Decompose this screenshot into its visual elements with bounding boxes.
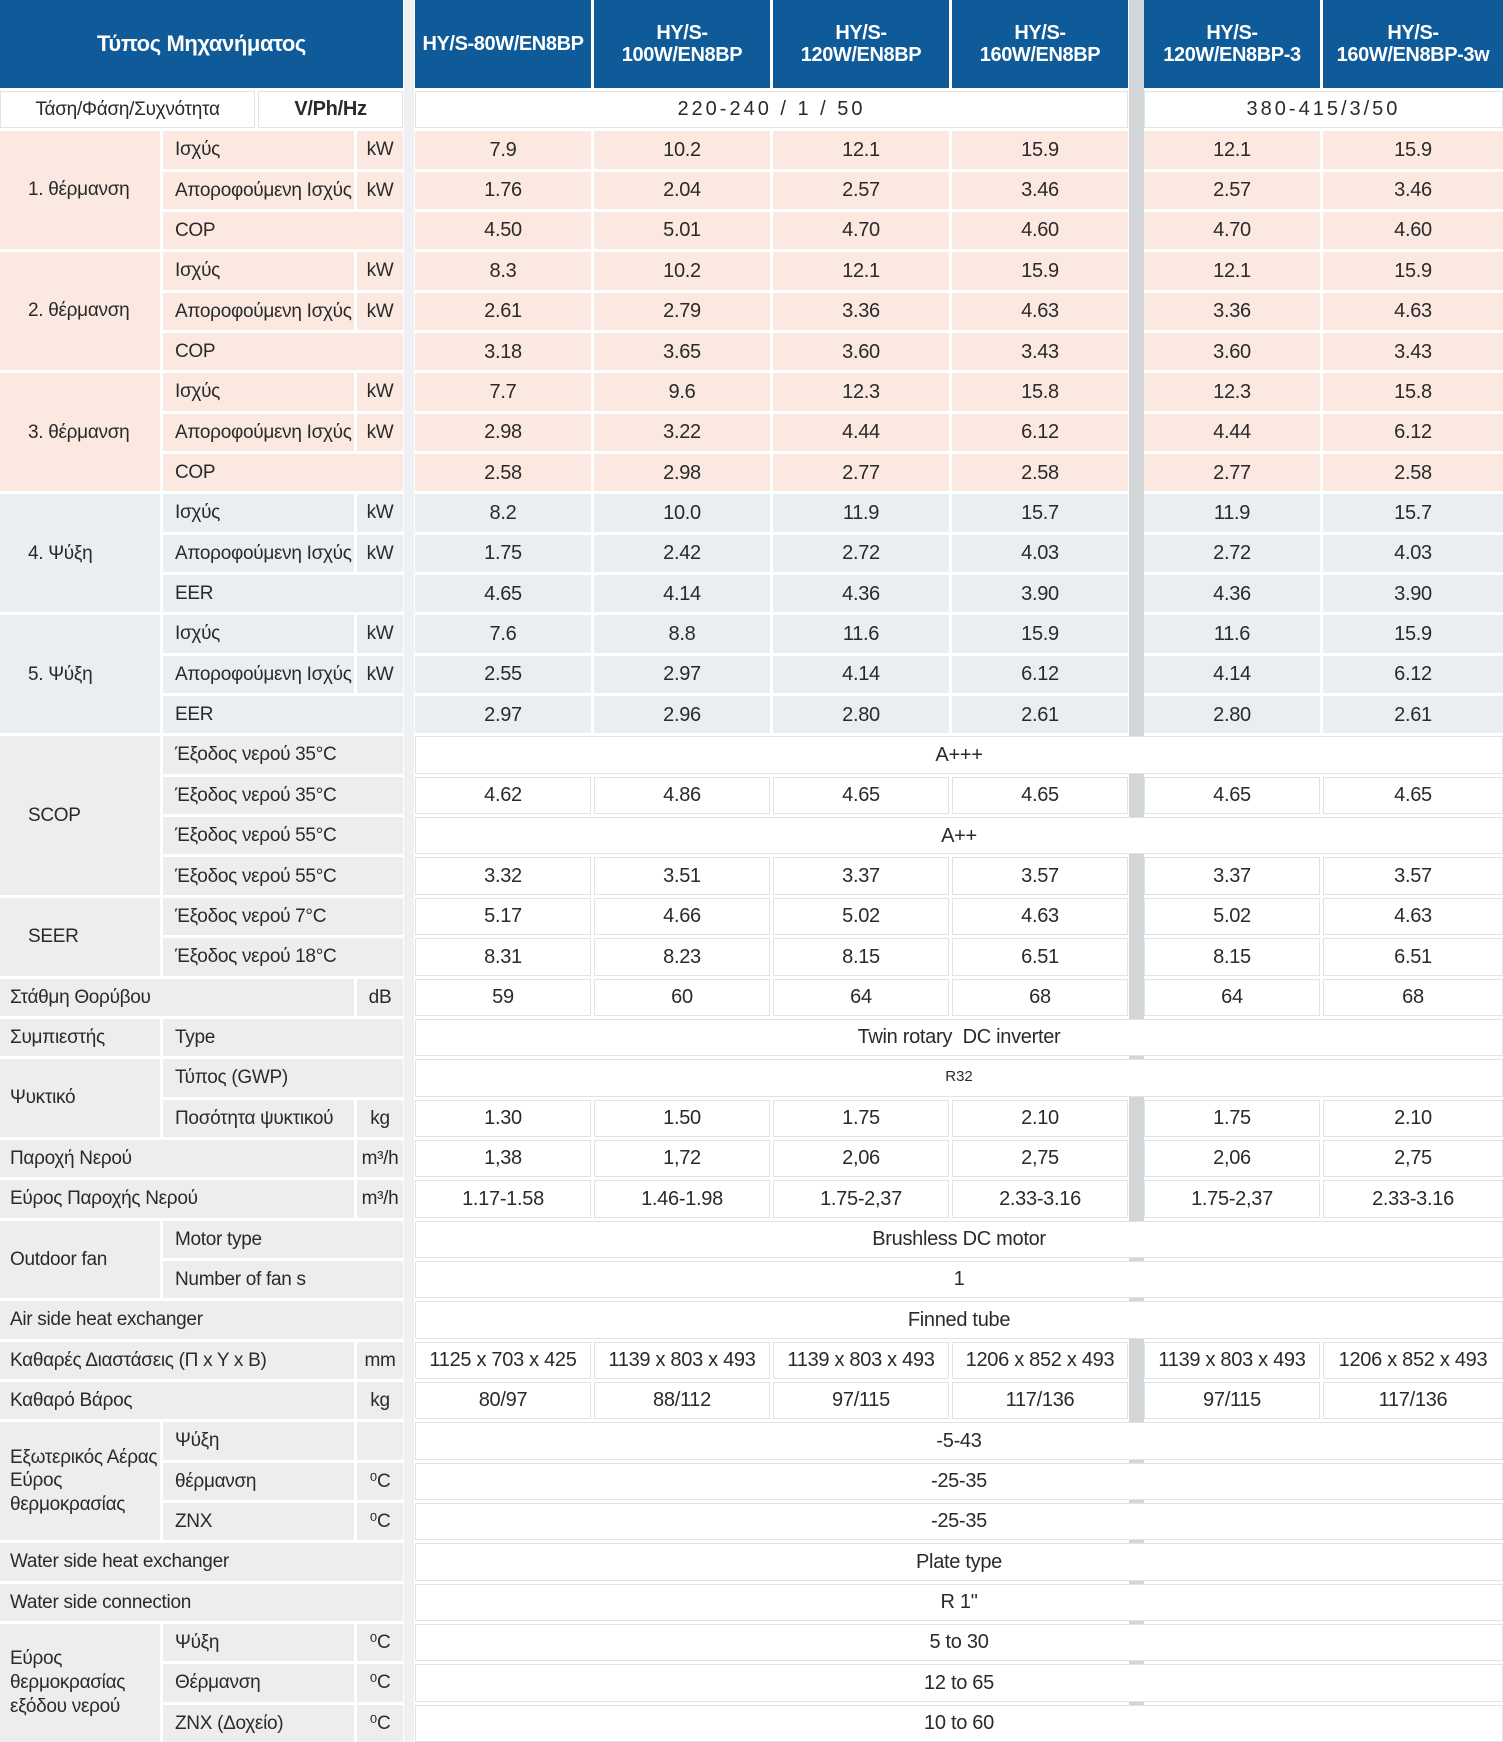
value-cell: 4.65: [415, 575, 591, 612]
value-cell: 2.55: [415, 656, 591, 693]
value-cell: 1.75: [1144, 1100, 1320, 1137]
value-cell: 3.43: [1323, 333, 1503, 370]
param-label: Ισχύς: [163, 252, 354, 289]
span-value-cell: 12 to 65: [415, 1664, 1503, 1701]
value-cell: 3.51: [594, 857, 770, 894]
unit-label: kg: [357, 1382, 403, 1419]
row-label: Στάθμη Θορύβου: [0, 979, 354, 1016]
value-cell: 3.57: [1323, 857, 1503, 894]
value-cell: 4.63: [952, 898, 1128, 935]
value-cell: 4.60: [1323, 212, 1503, 249]
value-cell: 1139 x 803 x 493: [1144, 1342, 1320, 1379]
value-cell: 2.61: [415, 293, 591, 330]
unit-label: kg: [357, 1100, 403, 1137]
param-label: Τύπος (GWP): [163, 1059, 403, 1096]
value-cell: 2.77: [773, 454, 949, 491]
value-cell: 2,75: [952, 1140, 1128, 1177]
value-cell: 2.98: [594, 454, 770, 491]
model-header: HY/S-160W/EN8BP: [952, 0, 1128, 88]
value-cell: 5.01: [594, 212, 770, 249]
value-cell: 1139 x 803 x 493: [773, 1342, 949, 1379]
unit-label: ⁰C: [357, 1624, 403, 1661]
value-cell: 12.1: [1144, 252, 1320, 289]
value-cell: 2.57: [773, 172, 949, 209]
value-cell: 1125 x 703 x 425: [415, 1342, 591, 1379]
value-cell: 2.98: [415, 414, 591, 451]
value-cell: 68: [952, 979, 1128, 1016]
value-cell: 3.18: [415, 333, 591, 370]
value-cell: 1.75: [415, 535, 591, 572]
value-cell: 4.03: [952, 535, 1128, 572]
param-label: Έξοδος νερού 35°C: [163, 777, 403, 814]
value-cell: 7.7: [415, 373, 591, 410]
group-label: 5. Ψύξη: [0, 615, 160, 733]
param-label: ZNX (Δοχείο): [163, 1705, 354, 1742]
value-cell: 2.33-3.16: [952, 1180, 1128, 1217]
value-cell: 2.42: [594, 535, 770, 572]
param-label: COP: [163, 333, 403, 370]
value-cell: 1139 x 803 x 493: [594, 1342, 770, 1379]
value-cell: 1.75-2,37: [773, 1180, 949, 1217]
group-label: Outdoor fan: [0, 1221, 160, 1299]
value-cell: 3.60: [773, 333, 949, 370]
value-cell: 6.12: [952, 656, 1128, 693]
span-value-cell: Twin rotary DC inverter: [415, 1019, 1503, 1056]
value-cell: 3.90: [1323, 575, 1503, 612]
value-cell: 3.46: [1323, 172, 1503, 209]
model-header: HY/S-120W/EN8BP: [773, 0, 949, 88]
span-value-cell: 10 to 60: [415, 1705, 1503, 1742]
unit-label: kW: [357, 535, 403, 572]
value-cell: 2.79: [594, 293, 770, 330]
value-cell: 8.15: [1144, 938, 1320, 975]
value-cell: 4.66: [594, 898, 770, 935]
unit-label: kW: [357, 615, 403, 652]
unit-label: m³/h: [357, 1180, 403, 1217]
span-value-cell: 5 to 30: [415, 1624, 1503, 1661]
value-cell: 3.65: [594, 333, 770, 370]
value-cell: 8.31: [415, 938, 591, 975]
voltage-value-three-phase: 380-415/3/50: [1144, 91, 1503, 128]
value-cell: 7.9: [415, 131, 591, 168]
value-cell: 60: [594, 979, 770, 1016]
param-label: Έξοδος νερού 55°C: [163, 857, 403, 894]
param-label: Αποροφούμενη Ισχύς: [163, 414, 354, 451]
value-cell: 2.33-3.16: [1323, 1180, 1503, 1217]
unit-label: kW: [357, 131, 403, 168]
model-header: HY/S-80W/EN8BP: [415, 0, 591, 88]
unit-label: mm: [357, 1342, 403, 1379]
row-label: Καθαρό Βάρος: [0, 1382, 354, 1419]
span-value-cell: -25-35: [415, 1463, 1503, 1500]
value-cell: 2.97: [415, 696, 591, 733]
value-cell: 2.80: [1144, 696, 1320, 733]
value-cell: 11.6: [1144, 615, 1320, 652]
value-cell: 2.77: [1144, 454, 1320, 491]
group-label: 2. θέρμανση: [0, 252, 160, 370]
param-label: Έξοδος νερού 7°C: [163, 898, 403, 935]
value-cell: 3.37: [1144, 857, 1320, 894]
param-label: Ισχύς: [163, 131, 354, 168]
value-cell: 12.3: [773, 373, 949, 410]
value-cell: 2,06: [1144, 1140, 1320, 1177]
value-cell: 2.96: [594, 696, 770, 733]
value-cell: 2.72: [1144, 535, 1320, 572]
param-label: Ισχύς: [163, 373, 354, 410]
param-label: EER: [163, 696, 403, 733]
table-corner-title: Τύπος Μηχανήματος: [0, 0, 403, 88]
value-cell: 15.9: [952, 252, 1128, 289]
model-header: HY/S-120W/EN8BP-3: [1144, 0, 1320, 88]
param-label: Ποσότητα ψυκτικού: [163, 1100, 354, 1137]
unit-label: ⁰C: [357, 1503, 403, 1540]
param-label: Motor type: [163, 1221, 403, 1258]
value-cell: 2.80: [773, 696, 949, 733]
model-header: HY/S-160W/EN8BP-3w: [1323, 0, 1503, 88]
span-value-cell: Finned tube: [415, 1301, 1503, 1338]
value-cell: 6.12: [952, 414, 1128, 451]
value-cell: 1,72: [594, 1140, 770, 1177]
value-cell: 3.36: [1144, 293, 1320, 330]
value-cell: 8.8: [594, 615, 770, 652]
value-cell: 5.17: [415, 898, 591, 935]
value-cell: 4.36: [773, 575, 949, 612]
value-cell: 1.75: [773, 1100, 949, 1137]
unit-label: ⁰C: [357, 1664, 403, 1701]
value-cell: 3.90: [952, 575, 1128, 612]
group-label: SCOP: [0, 736, 160, 894]
value-cell: 12.1: [773, 252, 949, 289]
row-label: Air side heat exchanger: [0, 1301, 403, 1338]
value-cell: 15.9: [1323, 252, 1503, 289]
group-label: SEER: [0, 898, 160, 976]
value-cell: 6.51: [952, 938, 1128, 975]
param-label: ZNX: [163, 1503, 354, 1540]
unit-label: kW: [357, 293, 403, 330]
param-label: Number of fan s: [163, 1261, 403, 1298]
value-cell: 5.02: [773, 898, 949, 935]
value-cell: 15.9: [1323, 615, 1503, 652]
value-cell: 1206 x 852 x 493: [1323, 1342, 1503, 1379]
span-value-cell: Brushless DC motor: [415, 1221, 1503, 1258]
value-cell: 4.14: [773, 656, 949, 693]
group-label: 1. θέρμανση: [0, 131, 160, 249]
value-cell: 117/136: [1323, 1382, 1503, 1419]
value-cell: 4.50: [415, 212, 591, 249]
value-cell: 6.51: [1323, 938, 1503, 975]
unit-label: kW: [357, 494, 403, 531]
value-cell: 2,06: [773, 1140, 949, 1177]
param-label: Θέρμανση: [163, 1664, 354, 1701]
value-cell: 3.43: [952, 333, 1128, 370]
value-cell: 64: [1144, 979, 1320, 1016]
param-label: Ψύξη: [163, 1624, 354, 1661]
unit-label: m³/h: [357, 1140, 403, 1177]
value-cell: 8.23: [594, 938, 770, 975]
row-label: Παροχή Νερού: [0, 1140, 354, 1177]
value-cell: 1206 x 852 x 493: [952, 1342, 1128, 1379]
value-cell: 4.86: [594, 777, 770, 814]
value-cell: 4.70: [773, 212, 949, 249]
value-cell: 8.3: [415, 252, 591, 289]
value-cell: 15.9: [952, 615, 1128, 652]
value-cell: 8.2: [415, 494, 591, 531]
group-label: 4. Ψύξη: [0, 494, 160, 612]
value-cell: 3.57: [952, 857, 1128, 894]
group-label: Ψυκτικό: [0, 1059, 160, 1137]
voltage-unit-label: V/Ph/Hz: [258, 91, 403, 128]
value-cell: 10.2: [594, 131, 770, 168]
value-cell: 12.1: [773, 131, 949, 168]
param-label: Ψύξη: [163, 1422, 354, 1459]
value-cell: 4.36: [1144, 575, 1320, 612]
value-cell: 8.15: [773, 938, 949, 975]
value-cell: 1,38: [415, 1140, 591, 1177]
value-cell: 2.61: [952, 696, 1128, 733]
value-cell: 64: [773, 979, 949, 1016]
value-cell: 1.75-2,37: [1144, 1180, 1320, 1217]
value-cell: 4.65: [1144, 777, 1320, 814]
value-cell: 1.30: [415, 1100, 591, 1137]
value-cell: 2.58: [1323, 454, 1503, 491]
param-label: Αποροφούμενη Ισχύς: [163, 535, 354, 572]
value-cell: 2.57: [1144, 172, 1320, 209]
span-value-cell: Plate type: [415, 1543, 1503, 1580]
row-label: Water side heat exchanger: [0, 1543, 403, 1580]
param-label: θέρμανση: [163, 1463, 354, 1500]
value-cell: 2.72: [773, 535, 949, 572]
value-cell: 4.03: [1323, 535, 1503, 572]
value-cell: 1.17-1.58: [415, 1180, 591, 1217]
value-cell: 68: [1323, 979, 1503, 1016]
param-label: Έξοδος νερού 35°C: [163, 736, 403, 773]
unit-label: kW: [357, 172, 403, 209]
value-cell: 97/115: [1144, 1382, 1320, 1419]
value-cell: 4.65: [952, 777, 1128, 814]
value-cell: 4.63: [952, 293, 1128, 330]
value-cell: 3.22: [594, 414, 770, 451]
value-cell: 4.63: [1323, 293, 1503, 330]
value-cell: 15.8: [952, 373, 1128, 410]
param-label: Αποροφούμενη Ισχύς: [163, 172, 354, 209]
unit-label: dB: [357, 979, 403, 1016]
value-cell: 1.46-1.98: [594, 1180, 770, 1217]
value-cell: 15.7: [1323, 494, 1503, 531]
value-cell: 2.97: [594, 656, 770, 693]
value-cell: 6.12: [1323, 656, 1503, 693]
value-cell: 10.2: [594, 252, 770, 289]
param-label: Ισχύς: [163, 615, 354, 652]
row-label: Εύρος Παροχής Νερού: [0, 1180, 354, 1217]
value-cell: 4.63: [1323, 898, 1503, 935]
value-cell: 15.9: [952, 131, 1128, 168]
group-label: Εξωτερικός Αέρας Εύρος θερμοκρασίας: [0, 1422, 160, 1540]
row-label: Water side connection: [0, 1584, 403, 1621]
group-label: Συμπιεστής: [0, 1019, 160, 1056]
value-cell: 2.10: [1323, 1100, 1503, 1137]
value-cell: 12.1: [1144, 131, 1320, 168]
span-value-cell: -25-35: [415, 1503, 1503, 1540]
value-cell: 2.58: [952, 454, 1128, 491]
value-cell: 117/136: [952, 1382, 1128, 1419]
value-cell: 1.76: [415, 172, 591, 209]
value-cell: 6.12: [1323, 414, 1503, 451]
unit-label: ⁰C: [357, 1705, 403, 1742]
value-cell: 3.36: [773, 293, 949, 330]
value-cell: 80/97: [415, 1382, 591, 1419]
value-cell: 2.61: [1323, 696, 1503, 733]
value-cell: 5.02: [1144, 898, 1320, 935]
param-label: Ισχύς: [163, 494, 354, 531]
value-cell: 4.65: [773, 777, 949, 814]
span-value-cell: A+++: [415, 736, 1503, 773]
span-value-cell: A++: [415, 817, 1503, 854]
value-cell: 1.50: [594, 1100, 770, 1137]
row-label: Καθαρές Διαστάσεις (Π x Y x B): [0, 1342, 354, 1379]
unit-label: kW: [357, 414, 403, 451]
value-cell: 2,75: [1323, 1140, 1503, 1177]
value-cell: 4.60: [952, 212, 1128, 249]
value-cell: 3.37: [773, 857, 949, 894]
value-cell: 12.3: [1144, 373, 1320, 410]
value-cell: 9.6: [594, 373, 770, 410]
value-cell: 2.04: [594, 172, 770, 209]
param-label: Έξοδος νερού 18°C: [163, 938, 403, 975]
value-cell: 2.58: [415, 454, 591, 491]
value-cell: 3.46: [952, 172, 1128, 209]
unit-label: kW: [357, 252, 403, 289]
value-cell: 4.44: [1144, 414, 1320, 451]
value-cell: 15.7: [952, 494, 1128, 531]
value-cell: 10.0: [594, 494, 770, 531]
param-label: Αποροφούμενη Ισχύς: [163, 656, 354, 693]
value-cell: 15.9: [1323, 131, 1503, 168]
voltage-row-label: Τάση/Φάση/Συχνότητα: [0, 91, 255, 128]
param-label: Έξοδος νερού 55°C: [163, 817, 403, 854]
group-label: 3. θέρμανση: [0, 373, 160, 491]
span-value-cell: R32: [415, 1059, 1503, 1096]
value-cell: 4.14: [594, 575, 770, 612]
param-label: EER: [163, 575, 403, 612]
value-cell: 4.65: [1323, 777, 1503, 814]
voltage-value-single-phase: 220-240 / 1 / 50: [415, 91, 1128, 128]
unit-label: ⁰C: [357, 1463, 403, 1500]
param-label: COP: [163, 212, 403, 249]
value-cell: 11.9: [1144, 494, 1320, 531]
span-value-cell: 1: [415, 1261, 1503, 1298]
value-cell: 4.44: [773, 414, 949, 451]
value-cell: 11.9: [773, 494, 949, 531]
value-cell: 3.32: [415, 857, 591, 894]
unit-label: kW: [357, 373, 403, 410]
param-label: Type: [163, 1019, 403, 1056]
unit-label: [357, 1422, 403, 1459]
value-cell: 4.62: [415, 777, 591, 814]
value-cell: 3.60: [1144, 333, 1320, 370]
value-cell: 7.6: [415, 615, 591, 652]
param-label: COP: [163, 454, 403, 491]
value-cell: 59: [415, 979, 591, 1016]
group-label: Εύρος θερμοκρασίας εξόδου νερού: [0, 1624, 160, 1742]
span-value-cell: -5-43: [415, 1422, 1503, 1459]
value-cell: 4.70: [1144, 212, 1320, 249]
span-value-cell: R 1": [415, 1584, 1503, 1621]
model-header: HY/S-100W/EN8BP: [594, 0, 770, 88]
param-label: Αποροφούμενη Ισχύς: [163, 293, 354, 330]
value-cell: 4.14: [1144, 656, 1320, 693]
value-cell: 2.10: [952, 1100, 1128, 1137]
value-cell: 11.6: [773, 615, 949, 652]
value-cell: 88/112: [594, 1382, 770, 1419]
value-cell: 15.8: [1323, 373, 1503, 410]
value-cell: 97/115: [773, 1382, 949, 1419]
unit-label: kW: [357, 656, 403, 693]
